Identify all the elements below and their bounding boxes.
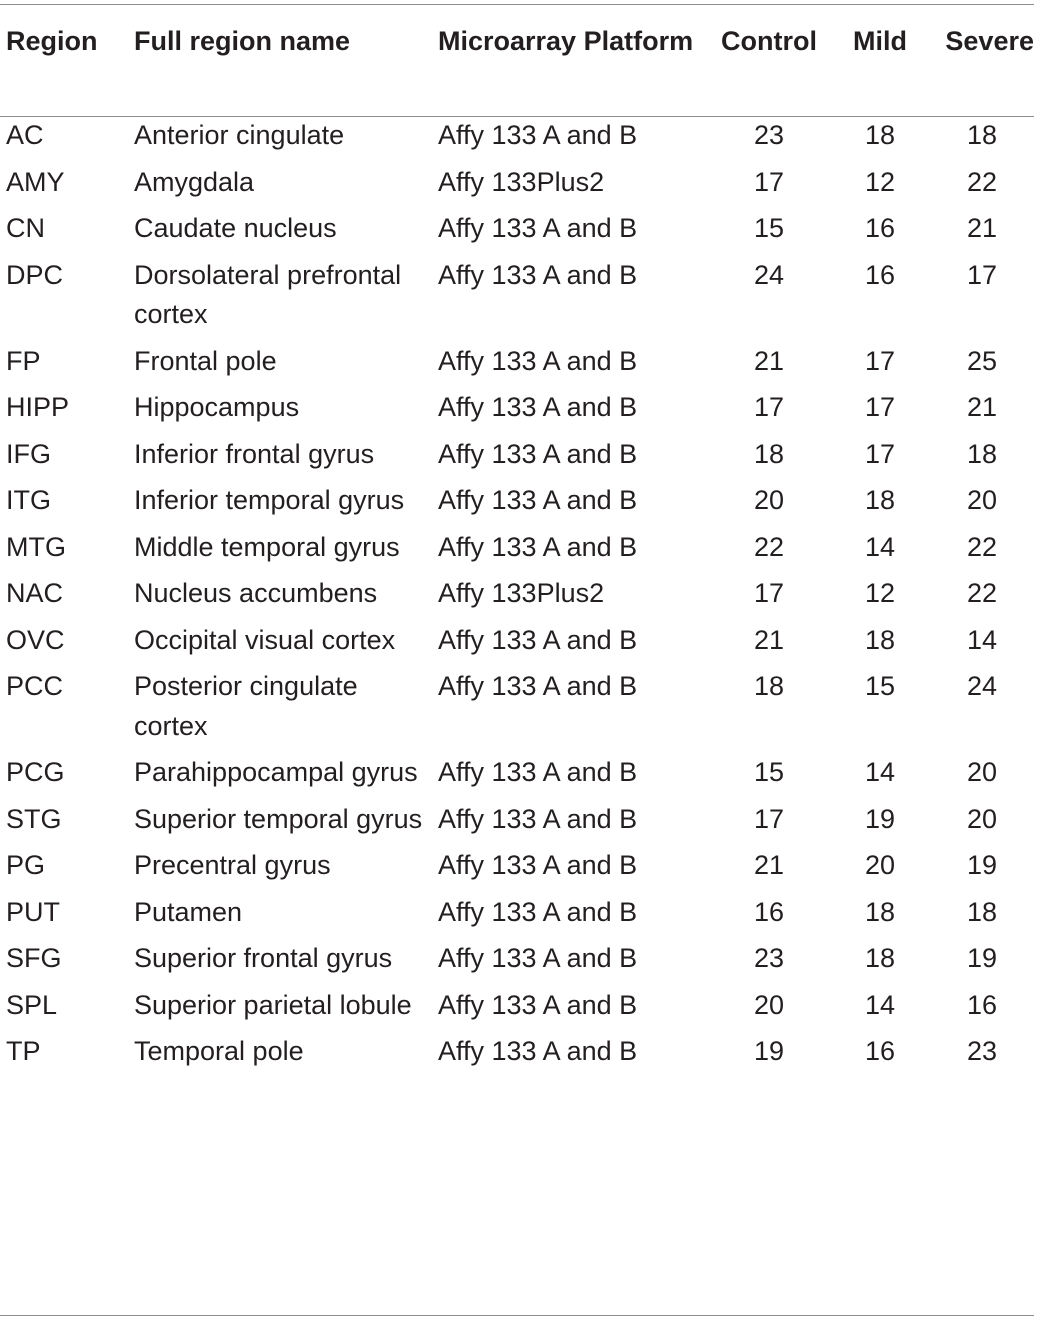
cell-control: 17 — [753, 578, 785, 608]
header-control: Control — [721, 26, 817, 56]
cell-mild: 18 — [864, 485, 896, 515]
cell-severe: 23 — [966, 1036, 998, 1066]
cell-mild: 16 — [864, 1036, 896, 1066]
cell-full-name: Superior frontal gyrus — [134, 943, 393, 973]
cell-severe: 20 — [966, 757, 998, 787]
cell-mild: 16 — [864, 259, 896, 290]
cell-platform: Affy 133 A and B — [438, 392, 638, 422]
cell-region: PG — [6, 850, 46, 880]
cell-control: 15 — [753, 213, 785, 243]
cell-platform: Affy 133 A and B — [438, 531, 638, 562]
cell-region: IFG — [6, 438, 51, 469]
region-table — [0, 5, 1034, 1072]
cell-severe: 21 — [966, 213, 998, 243]
table-row — [0, 1025, 1034, 1072]
table-row — [0, 567, 1034, 614]
header-region: Region — [6, 26, 98, 56]
cell-platform: Affy 133 A and B — [438, 213, 638, 243]
cell-control: 20 — [753, 485, 785, 515]
cell-platform: Affy 133 A and B — [438, 485, 638, 515]
cell-control: 17 — [753, 803, 785, 834]
cell-region: ITG — [6, 485, 51, 515]
cell-full-name: Hippocampus — [134, 392, 300, 422]
cell-region: AC — [6, 120, 44, 150]
cell-platform: Affy 133 A and B — [438, 345, 638, 376]
table-row — [0, 249, 1034, 335]
cell-severe: 22 — [966, 531, 998, 562]
bottom-rule — [0, 1315, 1034, 1316]
cell-full-name: Frontal pole — [134, 345, 277, 376]
cell-full-name: Caudate nucleus — [134, 213, 337, 243]
cell-mild: 12 — [864, 578, 896, 608]
cell-control: 21 — [753, 345, 785, 376]
cell-severe: 21 — [966, 392, 998, 422]
cell-platform: Affy 133 A and B — [438, 989, 638, 1020]
cell-full-name: Superior parietal lobule — [134, 989, 412, 1020]
cell-severe: 20 — [966, 803, 998, 834]
cell-control: 23 — [753, 120, 785, 150]
cell-severe: 20 — [966, 485, 998, 515]
header-severe: Severe — [945, 26, 1034, 56]
cell-platform: Affy 133Plus2 — [438, 578, 605, 608]
cell-severe: 18 — [966, 896, 998, 927]
cell-control: 15 — [753, 757, 785, 787]
table-row — [0, 428, 1034, 475]
cell-platform: Affy 133 A and B — [438, 1036, 638, 1066]
cell-control: 18 — [753, 671, 785, 701]
cell-full-name: Nucleus accumbens — [134, 578, 378, 608]
cell-mild: 19 — [864, 803, 896, 834]
cell-control: 24 — [753, 259, 785, 290]
table-row — [0, 979, 1034, 1026]
table-row — [0, 202, 1034, 249]
table-row — [0, 746, 1034, 793]
table-row — [0, 381, 1034, 428]
table-row — [0, 932, 1034, 979]
cell-platform: Affy 133 A and B — [438, 671, 638, 701]
cell-region: PCG — [6, 757, 65, 787]
table-row — [0, 99, 1034, 156]
cell-mild: 18 — [864, 896, 896, 927]
cell-region: FP — [6, 345, 41, 376]
cell-full-name: Occipital visual cortex — [134, 624, 396, 655]
cell-platform: Affy 133 A and B — [438, 850, 638, 880]
header-mild: Mild — [853, 26, 907, 56]
cell-region: OVC — [6, 624, 65, 655]
table-row — [0, 614, 1034, 661]
table-row — [0, 335, 1034, 382]
cell-control: 18 — [753, 438, 785, 469]
cell-mild: 17 — [864, 345, 896, 376]
header-full-name: Full region name — [134, 26, 351, 56]
cell-mild: 17 — [864, 392, 896, 422]
cell-control: 16 — [753, 896, 785, 927]
cell-platform: Affy 133 A and B — [438, 438, 638, 469]
header-platform: Microarray Platform — [438, 26, 694, 56]
table-row — [0, 156, 1034, 203]
cell-region: NAC — [6, 578, 64, 608]
cell-severe: 25 — [966, 345, 998, 376]
cell-severe: 22 — [966, 166, 998, 197]
cell-severe: 24 — [966, 671, 998, 701]
cell-control: 22 — [753, 531, 785, 562]
cell-severe: 18 — [966, 438, 998, 469]
cell-full-name: Dorsolateral prefrontal cortex — [134, 259, 402, 329]
cell-full-name: Superior temporal gyrus — [134, 803, 423, 834]
cell-region: SPL — [6, 989, 58, 1020]
cell-region: AMY — [6, 166, 65, 197]
cell-platform: Affy 133 A and B — [438, 259, 638, 290]
cell-mild: 14 — [864, 757, 896, 787]
table-row — [0, 660, 1034, 746]
cell-control: 19 — [753, 1036, 785, 1066]
table-row — [0, 839, 1034, 886]
cell-severe: 17 — [966, 259, 998, 290]
cell-full-name: Temporal pole — [134, 1036, 304, 1066]
cell-region: PUT — [6, 896, 60, 927]
cell-full-name: Amygdala — [134, 166, 255, 197]
cell-severe: 22 — [966, 578, 998, 608]
cell-mild: 18 — [864, 120, 896, 150]
cell-control: 17 — [753, 166, 785, 197]
cell-severe: 14 — [966, 624, 998, 655]
cell-control: 21 — [753, 850, 785, 880]
cell-full-name: Inferior temporal gyrus — [134, 485, 405, 515]
cell-platform: Affy 133 A and B — [438, 624, 638, 655]
cell-severe: 19 — [966, 943, 998, 973]
cell-platform: Affy 133 A and B — [438, 120, 638, 150]
cell-platform: Affy 133 A and B — [438, 803, 638, 834]
cell-control: 21 — [753, 624, 785, 655]
table-body — [0, 99, 1034, 1072]
cell-platform: Affy 133 A and B — [438, 943, 638, 973]
cell-region: STG — [6, 803, 62, 834]
table-row — [0, 793, 1034, 840]
cell-full-name: Inferior frontal gyrus — [134, 438, 375, 469]
cell-region: SFG — [6, 943, 62, 973]
cell-mild: 18 — [864, 624, 896, 655]
cell-severe: 19 — [966, 850, 998, 880]
cell-control: 20 — [753, 989, 785, 1020]
header-row — [0, 5, 1034, 99]
cell-mild: 17 — [864, 438, 896, 469]
cell-full-name: Middle temporal gyrus — [134, 531, 400, 562]
table-row — [0, 474, 1034, 521]
cell-platform: Affy 133Plus2 — [438, 166, 605, 197]
cell-mild: 16 — [864, 213, 896, 243]
cell-mild: 20 — [864, 850, 896, 880]
cell-mild: 14 — [864, 989, 896, 1020]
cell-full-name: Parahippocampal gyrus — [134, 757, 418, 787]
cell-region: PCC — [6, 671, 64, 701]
cell-mild: 15 — [864, 671, 896, 701]
cell-full-name: Precentral gyrus — [134, 850, 331, 880]
cell-region: MTG — [6, 531, 66, 562]
cell-control: 23 — [753, 943, 785, 973]
table-row — [0, 886, 1034, 933]
cell-mild: 18 — [864, 943, 896, 973]
cell-platform: Affy 133 A and B — [438, 757, 638, 787]
cell-mild: 12 — [864, 166, 896, 197]
cell-full-name: Putamen — [134, 896, 243, 927]
cell-control: 17 — [753, 392, 785, 422]
cell-region: HIPP — [6, 392, 70, 422]
table-row — [0, 521, 1034, 568]
cell-severe: 18 — [966, 120, 998, 150]
cell-region: TP — [6, 1036, 41, 1066]
cell-full-name: Posterior cingulate cortex — [134, 671, 358, 741]
cell-region: CN — [6, 213, 45, 243]
cell-platform: Affy 133 A and B — [438, 896, 638, 927]
cell-mild: 14 — [864, 531, 896, 562]
cell-severe: 16 — [966, 989, 998, 1020]
cell-full-name: Anterior cingulate — [134, 120, 345, 150]
cell-region: DPC — [6, 259, 64, 290]
